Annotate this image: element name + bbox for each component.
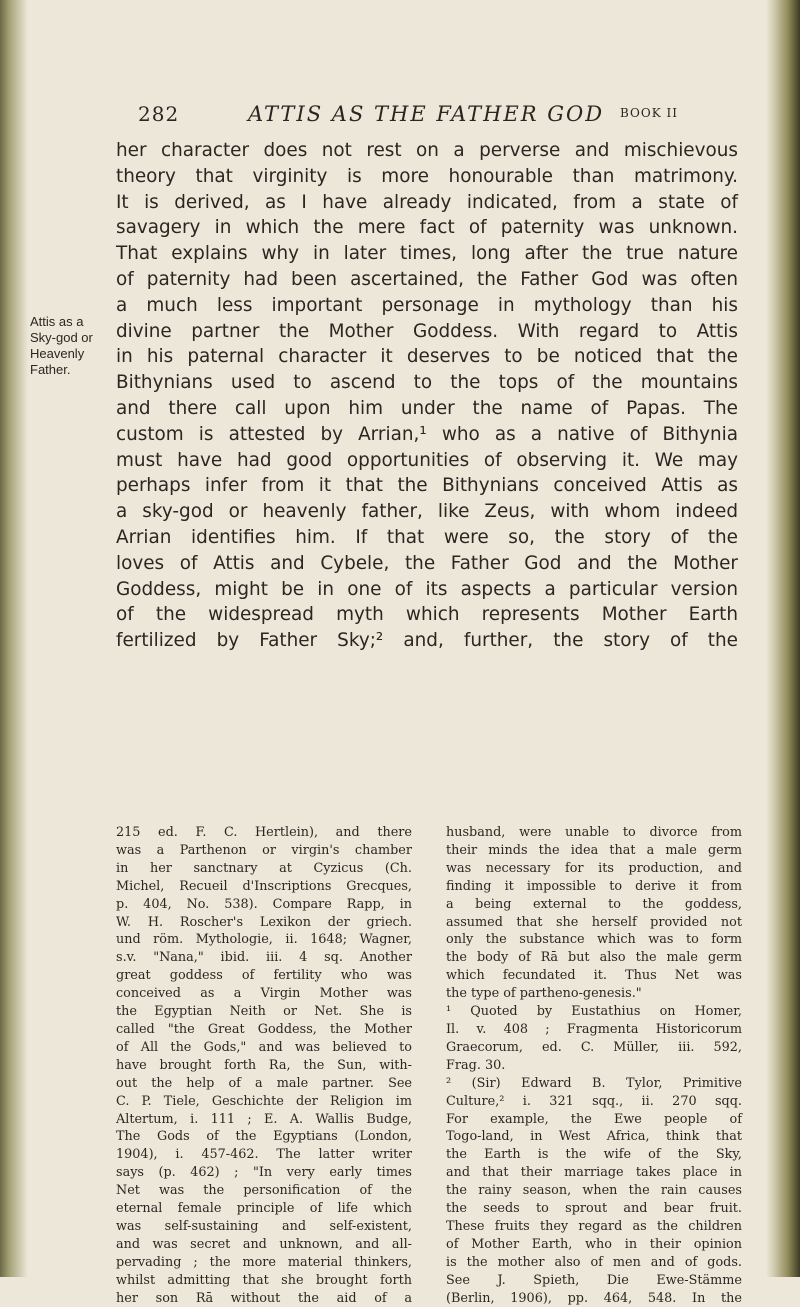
footnote-line: the Earth is the wife of the Sky, xyxy=(446,1147,742,1163)
page-number: 282 xyxy=(138,102,180,126)
footnote-line: husband, were unable to divorce from xyxy=(446,825,742,840)
sidenote-line: Sky-god or xyxy=(30,330,93,345)
footnote-line: of All the Gods," and was believed to xyxy=(116,1039,412,1055)
footnote-line: W. H. Roscher's Lexikon der griech. xyxy=(116,914,412,930)
body-line: of paternity had been ascertained, the Father God was often xyxy=(116,268,738,290)
body-line: a sky-god or heavenly father, like Zeus, with whom indeed xyxy=(116,501,738,523)
body-line: It is derived, as I have already indicated, from a state of xyxy=(116,191,738,213)
footnote-line: the rainy season, when the rain causes xyxy=(446,1183,742,1199)
footnote-line: For example, the Ewe people of xyxy=(446,1111,742,1127)
sidenote-line: Attis as a xyxy=(30,314,84,329)
footnote-line: was a Parthenon or virgin's chamber xyxy=(116,842,412,858)
footnote-line: conceived as a Virgin Mother was xyxy=(116,986,412,1002)
footnote-line: Net was the personification of the xyxy=(116,1183,412,1199)
footnote-line: in her sanctnary at Cyzicus (Ch. xyxy=(116,860,412,876)
footnote-line: s.v. "Nana," ibid. iii. 4 sq. Another xyxy=(116,950,412,966)
body-line: her character does not rest on a perverse and mischievous xyxy=(116,140,738,161)
body-line: theory that virginity is more honourable than matrimony. xyxy=(116,165,738,187)
sidenote-line: Father. xyxy=(30,362,71,377)
footnote-line: p. 404, No. 538). Compare Rapp, in xyxy=(116,896,412,912)
footnote-line: (Berlin, 1906), pp. 464, 548. In the xyxy=(446,1290,742,1306)
footnote-line: their minds the idea that a male germ xyxy=(446,842,742,858)
margin-sidenote xyxy=(30,314,104,378)
footnote-line: the Egyptian Neith or Net. She is xyxy=(116,1004,412,1020)
footnote-line: only the substance which was to form xyxy=(446,932,742,948)
footnote-line: Frag. 30. xyxy=(446,1057,506,1073)
footnote-line: Il. v. 408 ; Fragmenta Historicorum xyxy=(446,1021,742,1037)
footnote-line: assumed that she herself provided not xyxy=(446,914,742,930)
footnote-line: and that their marriage takes place in xyxy=(446,1165,742,1181)
body-line: fertilized by Father Sky;² and, further, the story of the xyxy=(116,630,738,652)
footnote-line: pervading ; the more material thinkers, xyxy=(116,1254,412,1270)
footnote-line: the type of partheno-genesis." xyxy=(446,986,642,1002)
running-head xyxy=(138,102,678,130)
footnote-column-left xyxy=(116,824,412,1307)
footnote-line: 215 ed. F. C. Hertlein), and there xyxy=(116,825,412,840)
footnote-line: C. P. Tiele, Geschichte der Religion im xyxy=(116,1093,412,1109)
book-label: BOOK II xyxy=(620,106,678,120)
footnote-line: was self-sustaining and self-existent, xyxy=(116,1218,412,1234)
footnote-line: was necessary for its production, and xyxy=(446,860,742,876)
body-line: a much less important personage in mythology than his xyxy=(116,294,738,316)
footnote-line: her son Rā without the aid of a xyxy=(116,1290,412,1306)
footnote-line: See J. Spieth, Die Ewe-Stämme xyxy=(446,1272,742,1288)
footnote-line: Graecorum, ed. C. Müller, iii. 592, xyxy=(446,1039,742,1055)
footnote-line: great goddess of fertility who was xyxy=(116,968,412,984)
body-paragraph xyxy=(116,138,738,654)
book-edge-right xyxy=(766,0,800,1277)
body-line: Arrian identifies him. If that were so, the story of the xyxy=(116,526,738,548)
body-line: of the widespread myth which represents Mother Earth xyxy=(116,604,738,626)
footnote-line: and was secret and unknown, and all- xyxy=(116,1236,412,1252)
body-line: custom is attested by Arrian,¹ who as a native of Bithynia xyxy=(116,423,738,445)
running-title: ATTIS AS THE FATHER GOD xyxy=(248,102,605,126)
footnote-line: finding it impossible to derive it from xyxy=(446,878,742,894)
footnote-line: the seeds to sprout and bear fruit. xyxy=(446,1201,742,1217)
body-line: and there call upon him under the name of Papas. The xyxy=(116,397,738,419)
footnote-line: eternal female principle of life which xyxy=(116,1201,412,1217)
body-line: must have had good opportunities of observing it. We may xyxy=(116,449,738,471)
body-line: loves of Attis and Cybele, the Father God and the Mother xyxy=(116,552,738,574)
footnote-line: ¹ Quoted by Eustathius on Homer, xyxy=(446,1004,742,1020)
footnote-line: Culture,² i. 321 sqq., ii. 270 sqq. xyxy=(446,1093,742,1109)
footnote-line: These fruits they regard as the children xyxy=(446,1218,742,1234)
footnote-line: 1904), i. 457-462. The latter writer xyxy=(116,1147,412,1163)
footnote-line: whilst admitting that she brought forth xyxy=(116,1272,412,1288)
footnote-line: Altertum, i. 111 ; E. A. Wallis Budge, xyxy=(116,1111,412,1127)
body-line: divine partner the Mother Goddess. With regard to Attis xyxy=(116,320,738,342)
body-line: perhaps infer from it that the Bithynians conceived Attis as xyxy=(116,475,738,497)
footnote-line: ² (Sir) Edward B. Tylor, Primitive xyxy=(446,1075,742,1091)
body-line: Bithynians used to ascend to the tops of the mountains xyxy=(116,372,738,394)
footnote-line: called "the Great Goddess, the Mother xyxy=(116,1021,412,1037)
body-line: savagery in which the mere fact of paternity was unknown. xyxy=(116,217,738,239)
footnote-line: have brought forth Ra, the Sun, with- xyxy=(116,1057,412,1073)
footnote-line: a being external to the goddess, xyxy=(446,896,742,912)
footnote-line: of Mother Earth, who in their opinion xyxy=(446,1236,742,1252)
footnote-line: Michel, Recueil d'Inscriptions Grecques, xyxy=(116,878,412,894)
footnote-line: says (p. 462) ; "In very early times xyxy=(116,1165,412,1181)
footnote-line: out the help of a male partner. See xyxy=(116,1075,412,1091)
body-line: Goddess, might be in one of its aspects a particular version xyxy=(116,578,738,600)
footnote-line: is the mother also of men and of gods. xyxy=(446,1254,742,1270)
sidenote-line: Heavenly xyxy=(30,346,85,361)
footnote-column-right xyxy=(446,824,742,1307)
book-edge-left xyxy=(0,0,28,1277)
footnote-line: the body of Rā but also the male germ xyxy=(446,950,742,966)
body-line: in his paternal character it deserves to be noticed that the xyxy=(116,346,738,368)
footnote-line: which fecundated it. Thus Net was xyxy=(446,968,742,984)
book-page xyxy=(30,0,770,1306)
body-line: That explains why in later times, long after the true nature xyxy=(116,243,738,265)
footnote-line: The Gods of the Egyptians (London, xyxy=(116,1129,412,1145)
footnote-line: Togo-land, in West Africa, think that xyxy=(446,1129,742,1145)
footnote-line: und röm. Mythologie, ii. 1648; Wagner, xyxy=(116,932,412,948)
